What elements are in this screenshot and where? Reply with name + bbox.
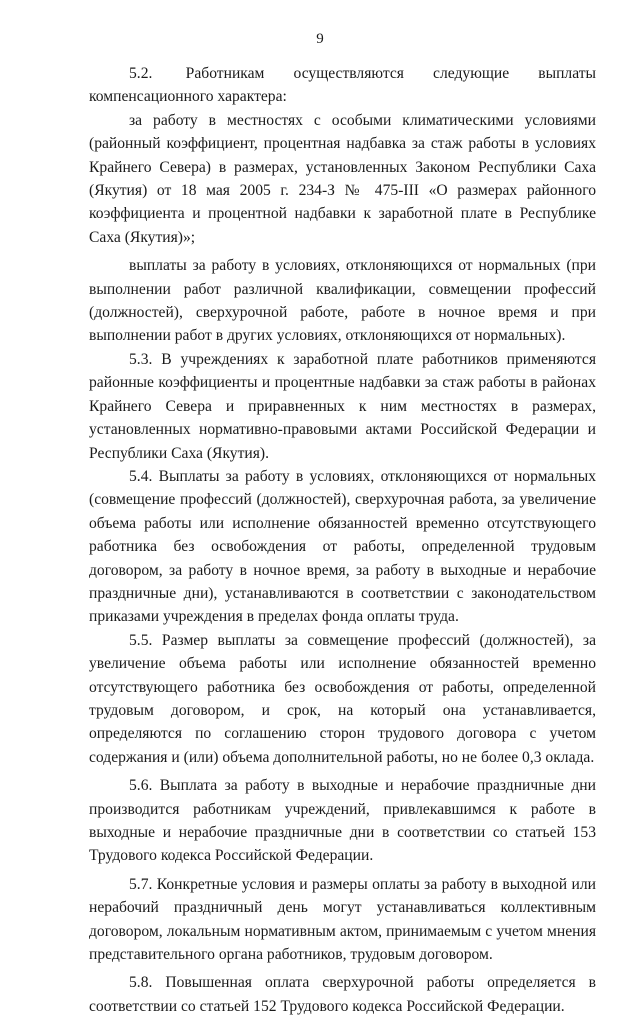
page-number: 9 xyxy=(316,31,324,47)
paragraph-5-6: 5.6. Выплата за работу в выходные и нерабочие праздничные дни производится работникам учреждений, привлекавшимся к работе в выходные и нерабочие праздничные дни в соответствии со статьей 153 Трудового кодекса Российской Федерации. xyxy=(89,777,596,865)
paragraph-5-8: 5.8. Повышенная оплата сверхурочной работы определяется в соответствии со статьей 152 Трудового кодекса Российской Федерации. xyxy=(89,974,596,1015)
paragraph-northern-allowance: за работу в местностях с особыми климатическими условиями (районный коэффициент, процентная надбавка за стаж работы в условиях Крайнего Севера) в размерах, установленных Законом Республики Саха (Якутия) от 18 мая 2005 г. 234-З № 475-III «О размерах районного коэффициента и процентной надбавки к заработной плате в Республике Саха (Якутия)»; xyxy=(89,111,596,246)
paragraph-5-2: 5.2. Работникам осуществляются следующие выплаты компенсационного характера: xyxy=(89,65,596,106)
document-body xyxy=(89,62,596,1018)
paragraph-5-3: 5.3. В учреждениях к заработной плате работников применяются районные коэффициенты и процентные надбавки за стаж работы в районах Крайнего Севера и приравненных к ним местностях в размерах, установленных нормативно-правовыми актами Российской Федерации и Республики Саха (Якутия). xyxy=(89,350,596,462)
paragraph-5-5: 5.5. Размер выплаты за совмещение профессий (должностей), за увеличение объема работы или исполнение обязанностей временно отсутствующего работника без освобождения от работы, определенной трудовым договором, и срок, на который она устанавливается, определяются по соглашению сторон трудового договора с учетом содержания и (или) объема дополнительной работы, но не более 0,3 оклада. xyxy=(89,631,596,766)
paragraph-abnormal-conditions: выплаты за работу в условиях, отклоняющихся от нормальных (при выполнении работ различной квалификации, совмещении профессий (должностей), сверхурочной работе, работе в ночное время и при выполнении работ в других условиях, отклоняющихся от нормальных). xyxy=(89,257,596,345)
paragraph-5-4: 5.4. Выплаты за работу в условиях, отклоняющихся от нормальных (совмещение профессий (должностей), сверхурочная работа, за увеличение объема работы или исполнение обязанностей временно отсутствующего работника без освобождения от работы, определенной трудовым договором, за работу в ночное время, за работу в выходные и нерабочие праздничные дни), устанавливаются в соответствии с законодательством приказами учреждения в пределах фонда оплаты труда. xyxy=(89,467,596,626)
paragraph-5-7: 5.7. Конкретные условия и размеры оплаты за работу в выходной или нерабочий праздничный день могут устанавливаться коллективным договором, локальным нормативным актом, принимаемым с учетом мнения представительного органа работников, трудовым договором. xyxy=(89,875,596,964)
